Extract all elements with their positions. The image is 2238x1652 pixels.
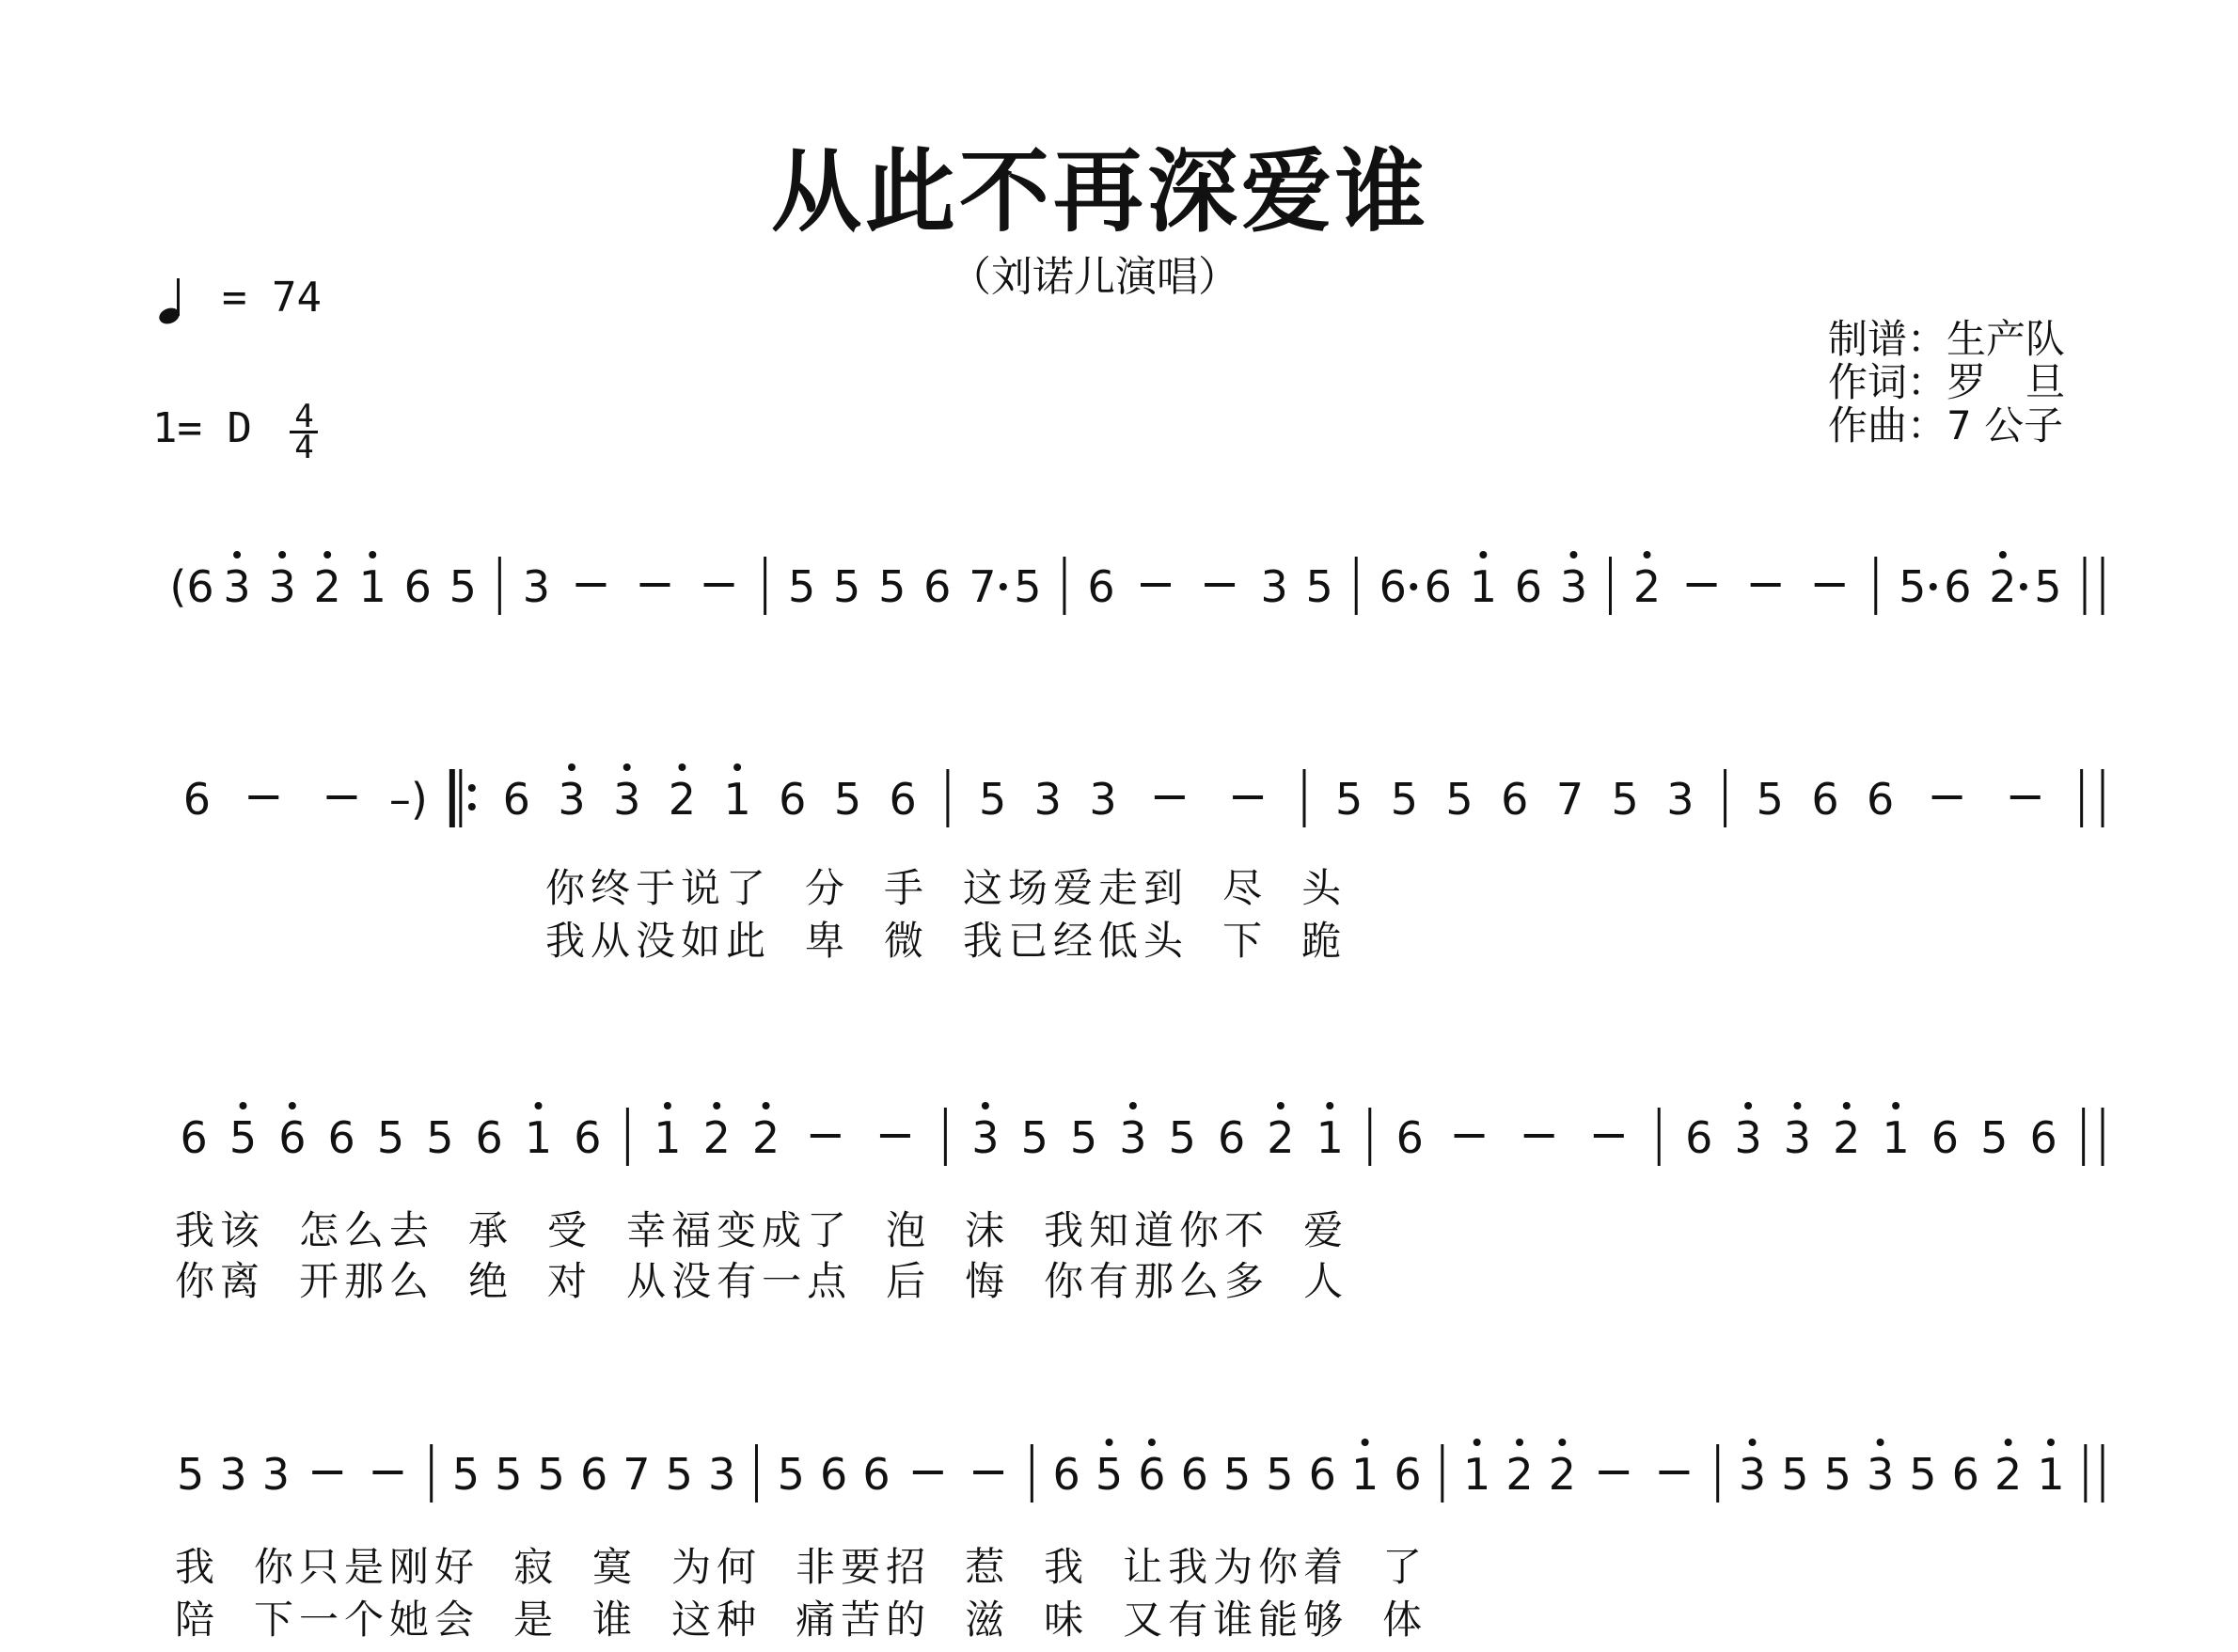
octave-dot xyxy=(1749,1439,1757,1446)
note-5: 5 xyxy=(2034,561,2062,612)
note-5: 5 xyxy=(878,561,906,612)
octave-dot xyxy=(1479,551,1487,559)
octave-dot xyxy=(369,551,376,559)
repeat-dot xyxy=(468,803,476,810)
note-2: 2 xyxy=(668,774,697,825)
lyric-word: 卑 xyxy=(805,918,851,964)
note-6: 6 xyxy=(820,1449,848,1500)
octave-dot xyxy=(1362,1439,1369,1446)
note-5: 5 xyxy=(1095,1449,1124,1500)
augmentation-dot xyxy=(2020,583,2027,590)
note-5: 5 xyxy=(1305,561,1333,612)
lyric-word: 头 xyxy=(1301,865,1348,911)
lyric-word: 这场爱走到 xyxy=(963,865,1190,911)
lyric-word: 绝 xyxy=(468,1258,514,1304)
note-2: 2 xyxy=(1833,1112,1861,1163)
note-7: 7 xyxy=(969,561,997,612)
lyric-word: 了 xyxy=(1382,1544,1428,1590)
note-3: 3 xyxy=(1734,1112,1762,1163)
octave-dot xyxy=(568,763,575,771)
lyrics-system-2-verse-1 xyxy=(545,857,1380,914)
note-–: –) xyxy=(388,774,428,825)
note-6: 6 xyxy=(1685,1112,1713,1163)
lyric-word: 尽 xyxy=(1222,865,1269,911)
system-4 xyxy=(177,1439,2103,1503)
note-5: 5 xyxy=(665,1449,693,1500)
note-1: 1 xyxy=(1316,1112,1344,1163)
note-1: 1 xyxy=(1463,1449,1491,1500)
note-2: 2 xyxy=(702,1112,731,1163)
note-3: 3 xyxy=(1260,561,1288,612)
note-5: 5 xyxy=(177,1449,205,1500)
lyrics-system-3-verse-2 xyxy=(175,1251,1382,1307)
note-6: 6 xyxy=(1394,1449,1422,1500)
note-3: 3 xyxy=(219,1449,247,1500)
note-6: 6 xyxy=(475,1112,503,1163)
note-3: 3 xyxy=(1089,774,1117,825)
lyric-word: 我已经低头 xyxy=(963,918,1190,964)
lyric-word: 受 xyxy=(547,1207,593,1253)
note-3: 3 xyxy=(1119,1112,1147,1163)
note-3: 3 xyxy=(971,1112,1000,1163)
note-1: 1 xyxy=(1469,561,1498,612)
note-5: 5 xyxy=(1222,1449,1252,1500)
lyric-word: 人 xyxy=(1303,1258,1349,1304)
note-1: 1 xyxy=(2037,1449,2065,1500)
lyric-word: 我从没如此 xyxy=(545,918,772,964)
octave-dot xyxy=(1558,1439,1566,1446)
note-7: 7 xyxy=(623,1449,651,1500)
lyric-word: 下一个她会 xyxy=(254,1597,481,1643)
note-6: 6 xyxy=(889,774,917,825)
octave-dot xyxy=(982,1102,989,1109)
note-3: 3 xyxy=(1738,1449,1767,1500)
lyric-word: 我该 xyxy=(175,1207,266,1253)
note-6: 6 xyxy=(1217,1112,1246,1163)
lyric-word: 你终于说了 xyxy=(545,865,772,911)
note-1: 1 xyxy=(1882,1112,1910,1163)
note-5: 5 xyxy=(1909,1449,1937,1500)
lyric-word: 这种 xyxy=(671,1597,763,1643)
octave-dot xyxy=(1877,1439,1884,1446)
octave-dot xyxy=(1843,1102,1851,1109)
octave-dot xyxy=(1129,1102,1137,1109)
note-3: 3 xyxy=(522,561,551,612)
composer-credit: 作曲：7 公子 xyxy=(1828,402,2064,448)
octave-dot xyxy=(278,551,286,559)
note-6: 6 xyxy=(1052,1449,1080,1500)
note-5: 5 xyxy=(777,1449,805,1500)
lyric-word: 又有谁能够 xyxy=(1123,1597,1349,1643)
lyric-word: 幸福变成了 xyxy=(626,1207,853,1253)
note-5: 5 xyxy=(1390,774,1419,825)
note-6: 6 xyxy=(180,1112,208,1163)
note-2: 2 xyxy=(1994,1449,2023,1500)
note-5: 5 xyxy=(1069,1112,1098,1163)
note-5: 5 xyxy=(1020,1112,1048,1163)
octave-dot xyxy=(733,763,741,771)
lyrics-system-3-verse-1 xyxy=(175,1200,1382,1256)
note-6: 6 xyxy=(327,1112,355,1163)
note-5: 5 xyxy=(833,561,861,612)
note-5: 5 xyxy=(449,561,477,612)
note-6: 6 xyxy=(1951,1449,1979,1500)
lyric-word: 体 xyxy=(1382,1597,1428,1643)
augmentation-dot xyxy=(1930,583,1937,590)
lyric-word: 你离 xyxy=(175,1258,266,1304)
note-6: 6 xyxy=(2029,1112,2057,1163)
note-6: 6 xyxy=(1501,774,1529,825)
note-6: 6 xyxy=(1931,1112,1960,1163)
note-2: 2 xyxy=(751,1112,780,1163)
system-2 xyxy=(183,763,2103,827)
octave-dot xyxy=(323,551,331,559)
key-label: 1= D xyxy=(152,404,252,452)
note-6: 6 xyxy=(278,1112,307,1163)
lyric-word: 从没有一点 xyxy=(626,1258,853,1304)
lyric-word: 非要招 xyxy=(796,1544,932,1590)
lyric-word: 滋 xyxy=(965,1597,1011,1643)
lyric-word: 承 xyxy=(468,1207,514,1253)
note-3: 3 xyxy=(261,1449,291,1500)
lyric-word: 痛苦的 xyxy=(796,1597,932,1643)
note-6: 6 xyxy=(1180,1449,1208,1500)
note-3: 3 xyxy=(268,561,296,612)
lyric-word: 惹 xyxy=(965,1544,1011,1590)
lyric-word: 我知道你不 xyxy=(1044,1207,1270,1253)
octave-dot xyxy=(1148,1439,1156,1446)
note-5: 5 xyxy=(1756,774,1784,825)
lyric-word: 寞 xyxy=(592,1544,638,1590)
note-5: 5 xyxy=(1014,561,1042,612)
octave-dot xyxy=(1999,551,2007,559)
note-6: 6 xyxy=(1944,561,1972,612)
note-6: 6 xyxy=(182,774,211,825)
note-6: 6 xyxy=(1867,774,1895,825)
note-2: 2 xyxy=(1267,1112,1295,1163)
note-3: 3 xyxy=(1033,774,1062,825)
lyric-word: 谁 xyxy=(592,1597,638,1643)
lyric-word: 微 xyxy=(884,918,930,964)
octave-dot xyxy=(1474,1439,1481,1446)
octave-dot xyxy=(2047,1439,2055,1446)
note-5: 5 xyxy=(229,1112,258,1163)
lyric-word: 是 xyxy=(513,1597,560,1643)
note-6: 6 xyxy=(862,1449,890,1500)
lyric-word: 开那么 xyxy=(299,1258,435,1304)
note-5: 5 xyxy=(376,1112,405,1163)
note-3: 3 xyxy=(223,561,251,612)
note-6: 6 xyxy=(779,774,807,825)
note-6: 6 xyxy=(403,561,432,612)
octave-dot xyxy=(1744,1102,1752,1109)
page-subtitle: （刘诺儿演唱） xyxy=(950,253,1239,301)
octave-dot xyxy=(1516,1439,1523,1446)
note-5: 5 xyxy=(1823,1449,1852,1500)
note-6: 6 xyxy=(1138,1449,1166,1500)
lyric-word: 我 xyxy=(175,1544,221,1590)
system-3 xyxy=(181,1102,2103,1166)
note-1: 1 xyxy=(358,561,386,612)
note-5: 5 xyxy=(978,774,1007,825)
lyric-word: 下 xyxy=(1222,918,1269,964)
lyric-word: 寂 xyxy=(513,1544,560,1590)
note-5: 5 xyxy=(833,774,862,825)
lyric-word: 让我为你着 xyxy=(1123,1544,1349,1590)
lyric-word: 泡 xyxy=(886,1207,932,1253)
note-5: 5 xyxy=(537,1449,565,1500)
note-6: 6 xyxy=(1308,1449,1336,1500)
lyric-word: 你只是刚好 xyxy=(254,1544,481,1590)
note-7: 7 xyxy=(1555,774,1584,825)
note-2: 2 xyxy=(1548,1449,1577,1500)
note-3: 3 xyxy=(613,774,641,825)
note-5: 5 xyxy=(1899,561,1927,612)
lyric-word: 对 xyxy=(547,1258,593,1304)
note-2: 2 xyxy=(1632,561,1662,612)
lyricist-credit: 作词：罗 旦 xyxy=(1828,359,2066,405)
arranger-credit: 制谱：生产队 xyxy=(1828,316,2066,362)
lyric-word: 沫 xyxy=(965,1207,1011,1253)
lyric-word: 怎么去 xyxy=(299,1207,435,1253)
octave-dot xyxy=(678,763,686,771)
note-6: 6 xyxy=(923,561,952,612)
note-6: 6 xyxy=(1087,561,1115,612)
note-5: 5 xyxy=(1335,774,1363,825)
augmentation-dot xyxy=(1410,583,1417,590)
octave-dot xyxy=(233,551,241,559)
time-numerator: 4 xyxy=(290,402,318,433)
repeat-start-thick xyxy=(449,769,455,827)
note-5: 5 xyxy=(1781,1449,1809,1500)
note-5: 5 xyxy=(426,1112,454,1163)
octave-dot xyxy=(1892,1102,1899,1109)
note-1: 1 xyxy=(654,1112,682,1163)
octave-dot xyxy=(1326,1102,1333,1109)
lyrics-system-2-verse-2 xyxy=(545,910,1380,967)
note-6: 6 xyxy=(1811,774,1839,825)
note-6: 6 xyxy=(1514,561,1543,612)
note-5: 5 xyxy=(1445,774,1474,825)
note-5: 5 xyxy=(1611,774,1639,825)
note-5: 5 xyxy=(495,1449,523,1500)
lyric-word: 手 xyxy=(884,865,930,911)
lyric-word: 为何 xyxy=(671,1544,763,1590)
note-3: 3 xyxy=(1559,561,1588,612)
octave-dot xyxy=(664,1102,671,1109)
repeat-dot xyxy=(468,784,476,792)
note-5: 5 xyxy=(1168,1112,1196,1163)
note-6: 6 xyxy=(1424,561,1452,612)
octave-dot xyxy=(1106,1439,1113,1446)
note-2: 2 xyxy=(1989,561,2017,612)
lyrics-system-4-verse-1 xyxy=(175,1536,1461,1593)
note-1: 1 xyxy=(524,1112,553,1163)
octave-dot xyxy=(1277,1102,1284,1109)
lyric-word: 味 xyxy=(1044,1597,1090,1643)
note-3: 3 xyxy=(1866,1449,1895,1500)
note-3: 3 xyxy=(558,774,586,825)
note-1: 1 xyxy=(723,774,751,825)
octave-dot xyxy=(763,1102,770,1109)
note-5: 5 xyxy=(1266,1449,1294,1500)
octave-dot xyxy=(2005,1439,2012,1446)
note-5: 5 xyxy=(451,1449,481,1500)
octave-dot xyxy=(289,1102,296,1109)
lyrics-system-4-verse-2 xyxy=(175,1589,1461,1645)
note-3: 3 xyxy=(1666,774,1694,825)
octave-dot xyxy=(1644,551,1651,559)
note-6: 6 xyxy=(502,774,530,825)
note-5: 5 xyxy=(1980,1112,2009,1163)
octave-dot xyxy=(713,1102,720,1109)
lyric-word: 陪 xyxy=(175,1597,221,1643)
page-title: 从此不再深爱谁 xyxy=(771,139,1429,244)
lyric-word: 后 xyxy=(886,1258,932,1304)
lyric-word: 悔 xyxy=(965,1258,1011,1304)
lyric-word: 我 xyxy=(1044,1544,1090,1590)
lyric-word: 你有那么多 xyxy=(1044,1258,1270,1304)
note-6: 6 xyxy=(574,1112,602,1163)
note-6: (6 xyxy=(169,561,214,612)
note-6: 6 xyxy=(579,1449,608,1500)
octave-dot xyxy=(535,1102,543,1109)
note-2: 2 xyxy=(1505,1449,1534,1500)
note-6: 6 xyxy=(1395,1112,1424,1163)
octave-dot xyxy=(1569,551,1577,559)
system-1 xyxy=(169,551,2103,615)
augmentation-dot xyxy=(1000,583,1007,590)
note-3: 3 xyxy=(707,1449,736,1500)
note-6: 6 xyxy=(1379,561,1407,612)
note-1: 1 xyxy=(1350,1449,1379,1500)
octave-dot xyxy=(240,1102,247,1109)
note-3: 3 xyxy=(1783,1112,1812,1163)
lyric-word: 爱 xyxy=(1303,1207,1349,1253)
note-5: 5 xyxy=(788,561,816,612)
octave-dot xyxy=(1793,1102,1801,1109)
tempo-value: = 74 xyxy=(222,274,322,322)
time-denominator: 4 xyxy=(294,429,314,466)
lyric-word: 跪 xyxy=(1301,918,1348,964)
lyric-word: 分 xyxy=(805,865,851,911)
octave-dot xyxy=(623,763,631,771)
note-2: 2 xyxy=(313,561,341,612)
